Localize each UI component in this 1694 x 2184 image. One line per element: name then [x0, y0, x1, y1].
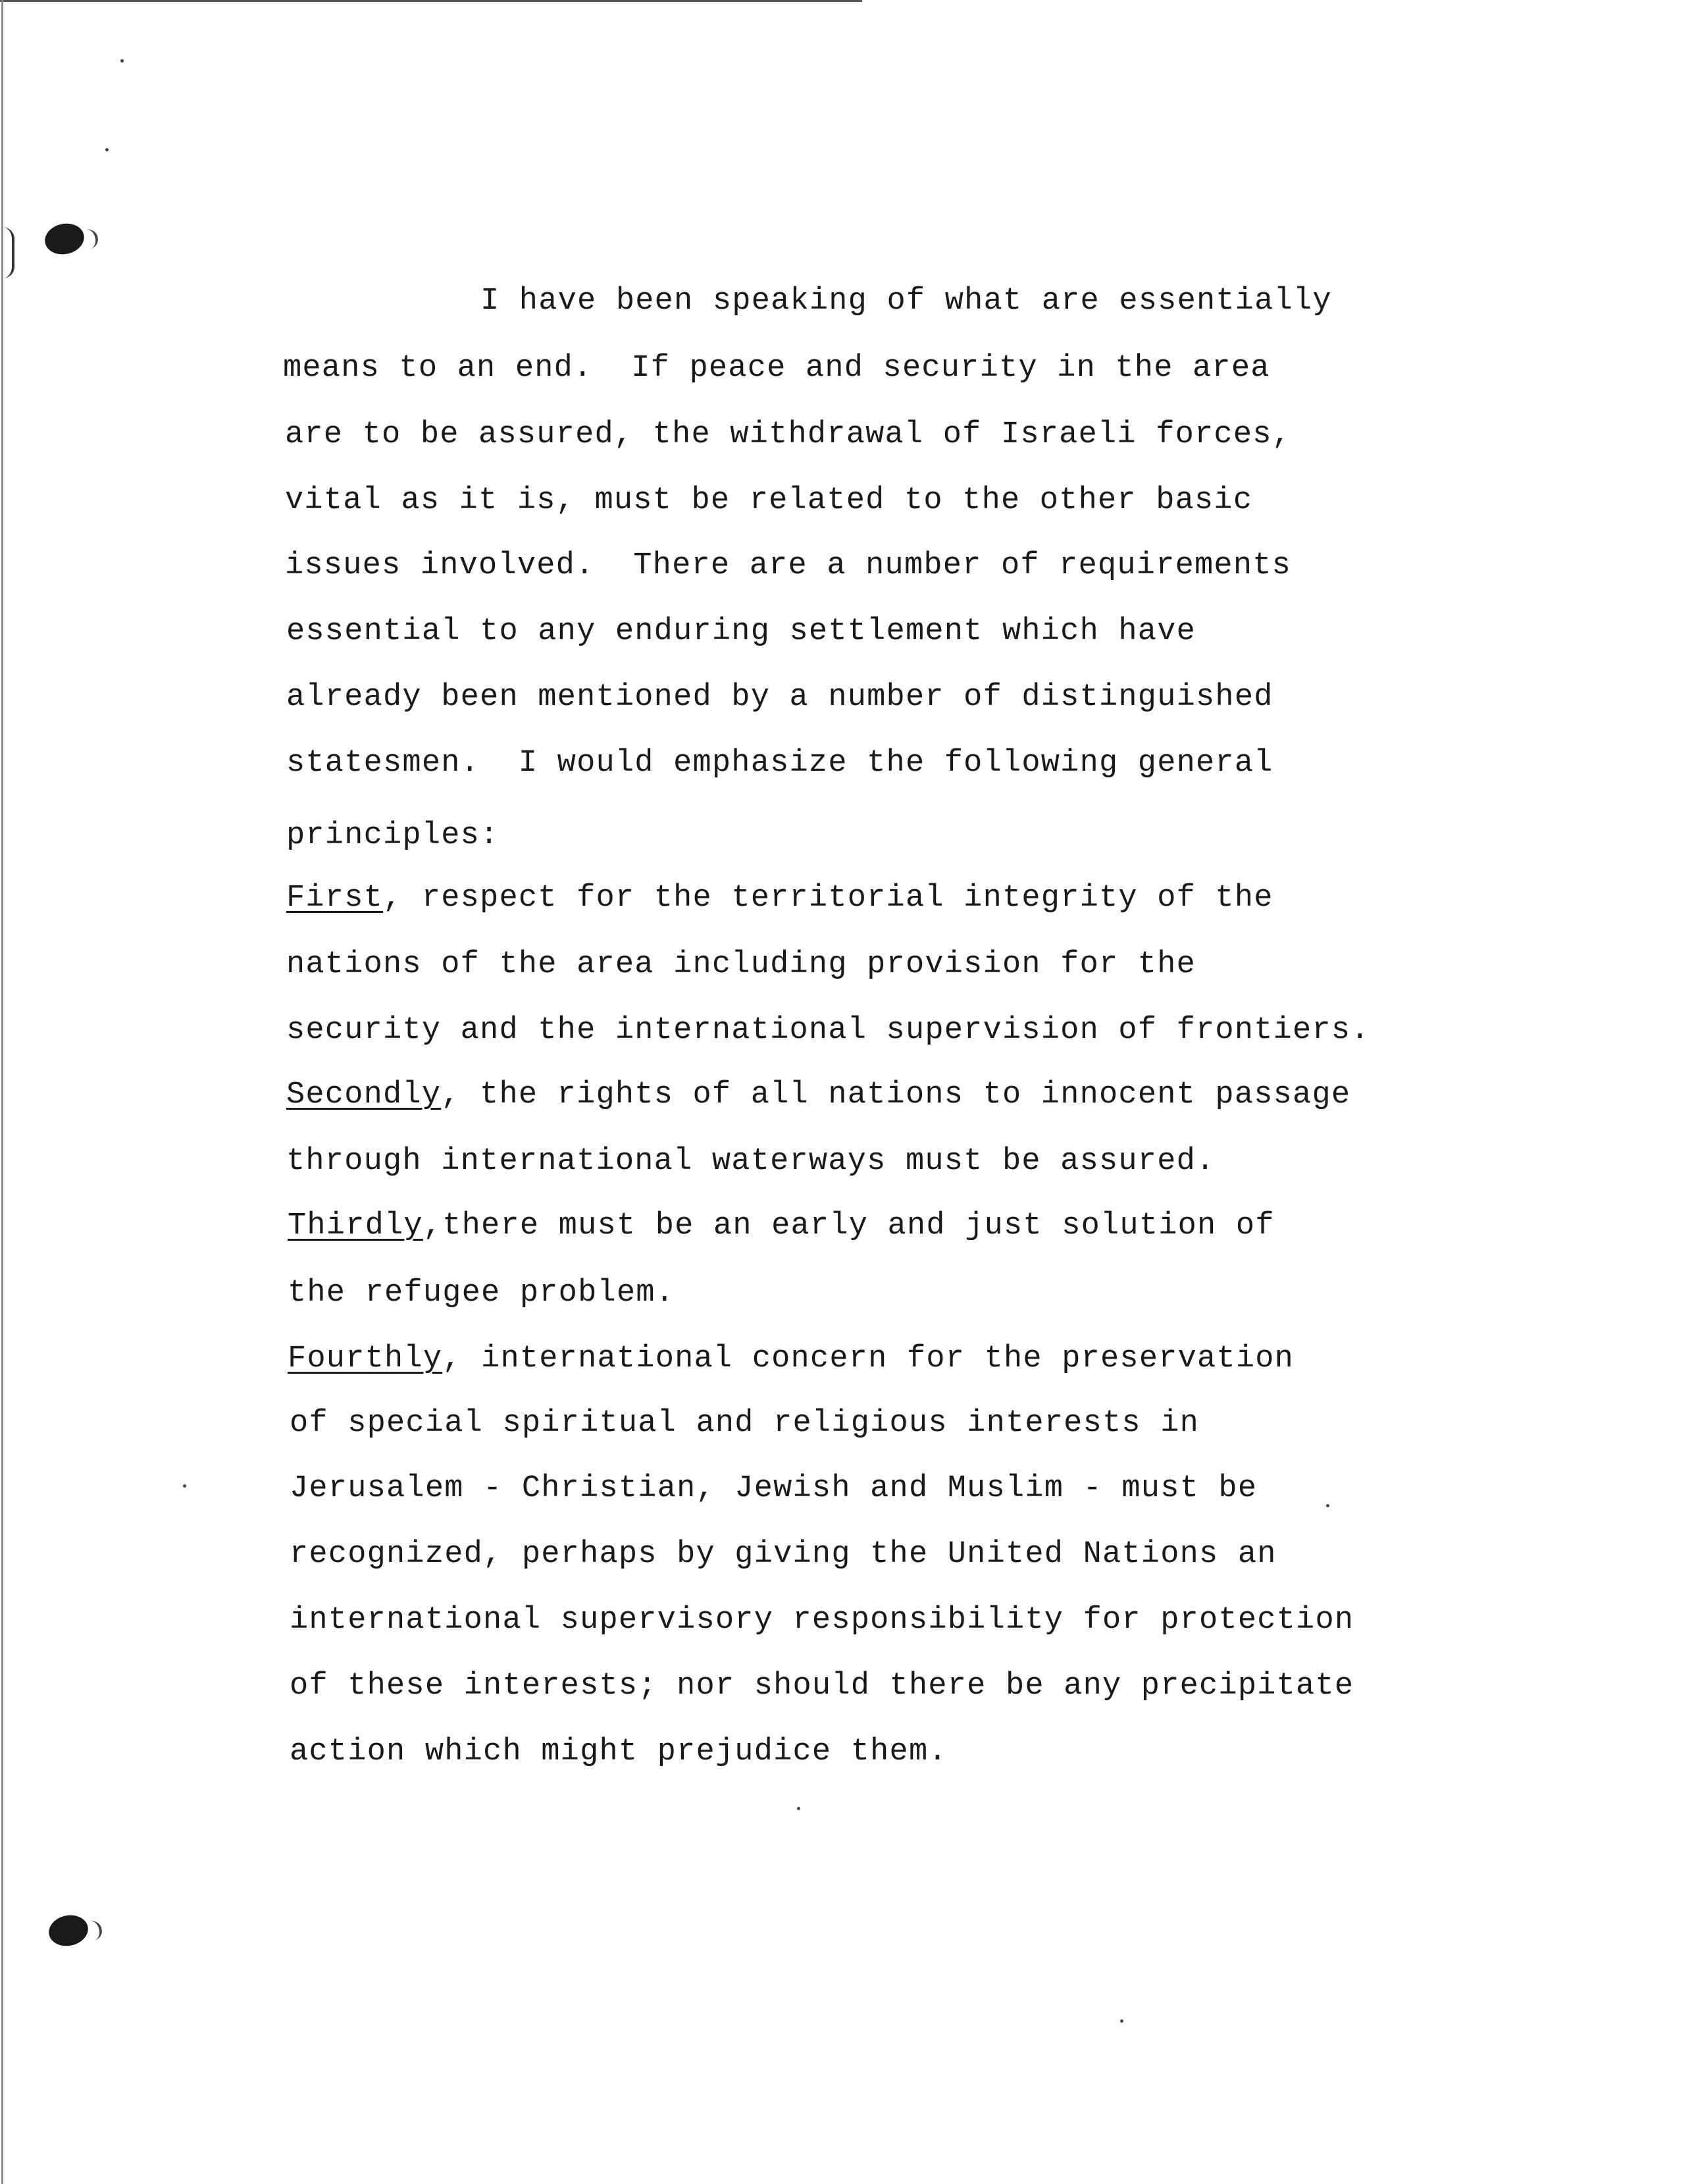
text-line: action which might prejudice them.: [290, 1734, 948, 1769]
text-line: recognized, perhaps by giving the United Nations an: [290, 1537, 1277, 1572]
text-line: , respect for the territorial integrity of the: [383, 881, 1273, 916]
principle-label: First: [286, 881, 384, 916]
text-line: international supervisory responsibility for protection: [290, 1603, 1354, 1638]
text-line: statesmen. I would emphasize the following general: [286, 746, 1273, 781]
text-line: issues involved. There are a number of requirements: [285, 548, 1292, 583]
principle-label: Secondly: [286, 1078, 442, 1112]
principle-third: [288, 1207, 1275, 1246]
text-line: are to be assured, the withdrawal of Israeli forces,: [285, 417, 1292, 452]
text-line: of special spiritual and religious interests in: [290, 1406, 1200, 1441]
principle-fourth: [288, 1339, 1294, 1379]
text-line: vital as it is, must be related to the other basic: [285, 483, 1253, 518]
principle-first: [286, 879, 1273, 918]
text-line: , the rights of all nations to innocent passage: [441, 1078, 1351, 1112]
text-line: security and the international supervision of frontiers.: [286, 1013, 1370, 1048]
text-line: of these interests; nor should there be any precipitate: [290, 1669, 1354, 1703]
text-line: nations of the area including provision for the: [286, 947, 1196, 982]
text-line: essential to any enduring settlement which have: [286, 614, 1196, 649]
text-line: ,there must be an early and just solution of: [423, 1209, 1275, 1243]
text-line: the refugee problem.: [288, 1276, 675, 1311]
text-line: means to an end. If peace and security in the area: [283, 351, 1270, 386]
text-line: principles:: [286, 818, 500, 853]
text-line: already been mentioned by a number of distinguished: [286, 680, 1273, 715]
principle-label: Fourthly: [288, 1341, 443, 1376]
text-line: Jerusalem - Christian, Jewish and Muslim - must be: [290, 1471, 1258, 1506]
text-line: I have been speaking of what are essentially: [480, 284, 1332, 319]
text-line: through international waterways must be assured.: [286, 1144, 1216, 1179]
principle-label: Thirdly: [288, 1209, 423, 1243]
text-line: , international concern for the preservation: [442, 1341, 1295, 1376]
principle-second: [286, 1076, 1350, 1115]
